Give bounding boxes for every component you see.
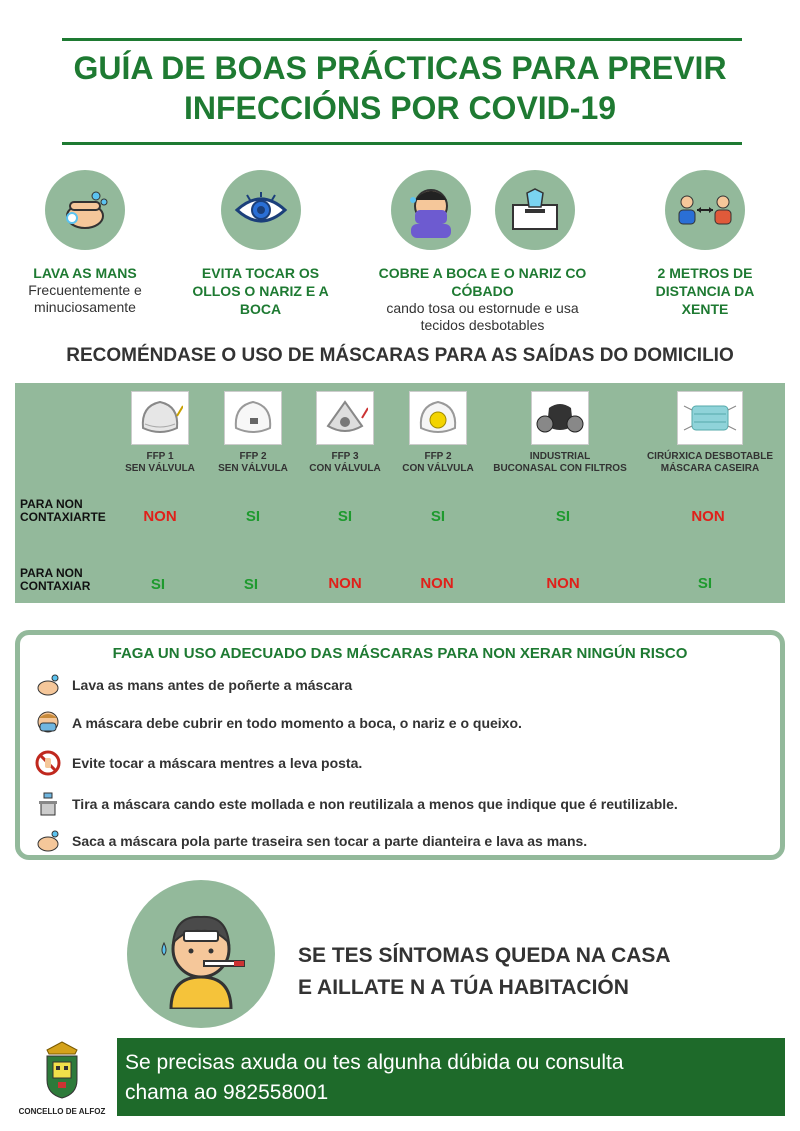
sick-person-icon: [127, 880, 275, 1028]
hand-wash-icon: [45, 170, 125, 250]
bottom-rule: [62, 142, 742, 145]
row-label-protect-self: PARA NON CONTAXIARTE: [20, 497, 106, 524]
cell-others-ffp1: SI: [150, 576, 166, 593]
cell-others-ffp2: SI: [243, 576, 259, 593]
mask-ffp3-icon: [316, 391, 374, 445]
cell-self-surgical: NON: [691, 508, 725, 525]
mask-usage-box: [15, 630, 785, 860]
mask-column-ffp1: FFP 1 SEN VÁLVULA: [115, 391, 205, 475]
coat-of-arms-icon: [14, 1040, 110, 1105]
usage-item: Lava as mans antes de poñerte a máscara: [34, 671, 352, 699]
trash-icon: [34, 790, 62, 818]
tip-wash-hands: LAVA AS MANS Frecuentemente e minuciosamente: [20, 170, 150, 316]
page-title: GUÍA DE BOAS PRÁCTICAS PARA PREVIR INFECCIÓNS POR COVID-19: [73, 50, 727, 126]
mask-ffp2-valve-icon: [409, 391, 467, 445]
usage-item: Evite tocar a máscara mentres a leva posta.: [34, 749, 362, 777]
tissue-box-icon: [495, 170, 575, 250]
mask-face-icon: [34, 709, 62, 737]
top-rule: [62, 38, 742, 41]
eye-icon: [221, 170, 301, 250]
cell-others-industrial: NON: [546, 575, 580, 592]
masks-title: RECOMÉNDASE O USO DE MÁSCARAS PARA AS SAÍDAS DO DOMICILIO: [66, 345, 734, 366]
usage-item: Saca a máscara pola parte traseira sen tocar a parte dianteira e lava as mans.: [34, 827, 587, 855]
help-phone: chama ao 982558001: [125, 1081, 329, 1104]
row-label-protect-others: PARA NON CONTAXIAR: [20, 566, 91, 593]
help-banner: Se precisas axuda ou tes algunha dúbida ou consulta chama ao 982558001: [117, 1038, 785, 1116]
symptoms-message: SE TES SÍNTOMAS QUEDA NA CASA E AILLATE N A TÚA HABITACIÓN: [298, 944, 671, 999]
tip-cover-mouth: COBRE A BOCA E O NARIZ CO CÓBADO cando tosa ou estornude e usa tecidos desbotables: [375, 170, 590, 334]
cell-self-ffp3: SI: [337, 508, 353, 525]
cell-self-ffp1: NON: [143, 508, 177, 525]
cell-self-industrial: SI: [555, 508, 571, 525]
cell-self-ffp2: SI: [245, 508, 261, 525]
hand-wash-icon: [34, 671, 62, 699]
municipality-logo: CONCELLO DE ALFOZ: [14, 1040, 110, 1116]
mask-ffp2-icon: [224, 391, 282, 445]
mask-column-surgical: CIRÚRXICA DESBOTABLE MÁSCARA CASEIRA: [635, 391, 785, 475]
mask-column-ffp2-valve: FFP 2 CON VÁLVULA: [393, 391, 483, 475]
sneeze-icon: [391, 170, 471, 250]
cell-others-surgical: SI: [697, 575, 713, 592]
mask-table: [15, 383, 785, 603]
usage-title: FAGA UN USO ADECUADO DAS MÁSCARAS PARA NON XERAR NINGÚN RISCO: [112, 645, 688, 662]
mask-surgical-icon: [677, 391, 743, 445]
mask-industrial-icon: [531, 391, 589, 445]
mask-column-ffp2: FFP 2 SEN VÁLVULA: [208, 391, 298, 475]
mask-column-industrial: INDUSTRIAL BUCONASAL CON FILTROS: [485, 391, 635, 475]
no-touch-icon: [34, 749, 62, 777]
distance-icon: [665, 170, 745, 250]
tip-distance: 2 METROS DE DISTANCIA DA XENTE: [640, 170, 770, 318]
mask-ffp1-icon: [131, 391, 189, 445]
usage-item: Tira a máscara cando este mollada e non reutilizala a menos que indique que é reutilizable.: [34, 790, 678, 818]
mask-column-ffp3: FFP 3 CON VÁLVULA: [300, 391, 390, 475]
tip-avoid-touch: EVITA TOCAR OS OLLOS O NARIZ E A BOCA: [188, 170, 333, 318]
cell-others-ffp3: NON: [328, 575, 362, 592]
cell-self-ffp2-valve: SI: [430, 508, 446, 525]
hand-wash-icon: [34, 827, 62, 855]
cell-others-ffp2-valve: NON: [420, 575, 454, 592]
usage-item: A máscara debe cubrir en todo momento a boca, o nariz e o queixo.: [34, 709, 522, 737]
